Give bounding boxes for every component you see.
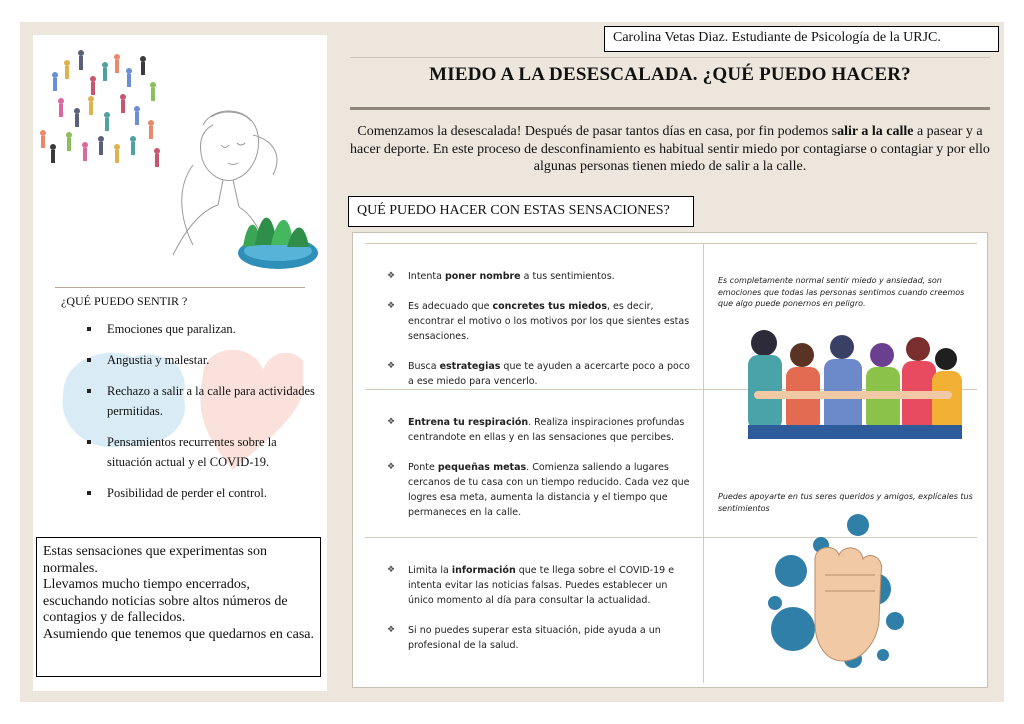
feel-list-item: Posibilidad de perder el control. [85, 483, 315, 503]
tip-item: ❖ Intenta poner nombre a tus sentimientos. [383, 269, 693, 284]
tips-group [383, 415, 693, 535]
feel-section-title: ¿QUÉ PUEDO SENTIR ? [61, 294, 188, 308]
tip-item: ❖ Ponte pequeñas metas. Comienza saliendo a lugares cercanos de tu casa con un tiempo reducido. Cada vez que logres esa meta, aumenta la distancia y el tiempo que permaneces en la calle. [383, 460, 693, 520]
intro-text: a pasear y a hacer deporte. En este proceso de desconfinamiento es habitual sentir miedo por contagiarse o contagiar y por ello algunas personas tienen miedo de salir a la calle. [350, 124, 990, 174]
tip-item: ❖ Entrena tu respiración. Realiza inspiraciones profundas centrandote en ellas y en las sensaciones que percibes. [383, 415, 693, 445]
page-title: MIEDO A LA DESESCALADA. ¿QUÉ PUEDO HACER? [429, 64, 911, 85]
worried-woman-illustration [133, 95, 323, 275]
note-line: Asumiendo que tenemos que quedarnos en casa. [43, 626, 314, 642]
header-rule-thick [350, 107, 990, 110]
tip-item: ❖ Si no puedes superar esta situación, pide ayuda a un profesional de la salud. [383, 623, 693, 653]
normal-feelings-note [36, 537, 321, 677]
tips-panel [352, 232, 988, 688]
tip-item: ❖ Limita la información que te llega sobre el COVID-19 e intenta evitar las noticias falsas. Puedes establecer un único momento al día para consultar la actualidad. [383, 563, 693, 608]
tip-item: ❖ Es adecuado que concretes tus miedos, es decir, encontrar el motivo o los motivos por los que sientes estas sensaciones. [383, 299, 693, 344]
support-note: Puedes apoyarte en tus seres queridos y amigos, explícales tus sentimientos [718, 492, 973, 513]
feel-list-item: Pensamientos recurrentes sobre la situación actual y el COVID-19. [85, 432, 315, 472]
intro-text: Comenzamos la desescalada! Después de pasar tantos días en casa, por fin podemos s [357, 124, 838, 139]
anxiety-note: Es completamente normal sentir miedo y ansiedad, son emociones que todas las personas sentimos cuando creemos que algo puede ponernos en peligro. [718, 276, 965, 308]
tip-item: ❖ Busca estrategias que te ayuden a acercarte poco a poco a ese miedo para vencerlo. [383, 359, 693, 389]
panel-divider [703, 243, 704, 683]
feel-list-item: Emociones que paralizan. [85, 319, 315, 339]
note-line: Llevamos mucho tiempo encerrados, escuchando noticias sobre altos números de contagios y de fallecidos. [43, 577, 288, 626]
tips-group [383, 563, 693, 668]
feel-section-rule [55, 287, 305, 288]
panel-rule [365, 243, 977, 244]
author-box: Carolina Vetas Diaz. Estudiante de Psicología de la URJC. [604, 26, 999, 52]
intro-paragraph [350, 123, 990, 176]
intro-emphasis: alir a la calle [837, 124, 914, 139]
header-rule-thin [350, 57, 990, 58]
tips-group [383, 269, 693, 404]
section-title: QUÉ PUEDO HACER CON ESTAS SENSACIONES? [348, 196, 694, 227]
fist-virus-illustration [763, 511, 913, 681]
note-line: Estas sensaciones que experimentas son normales. [43, 544, 267, 576]
feel-list-item: Angustia y malestar. [85, 350, 315, 370]
friends-hugging-illustration [718, 325, 970, 445]
feel-list-item: Rechazo a salir a la calle para actividades permitidas. [85, 381, 315, 421]
feel-list [85, 319, 315, 514]
